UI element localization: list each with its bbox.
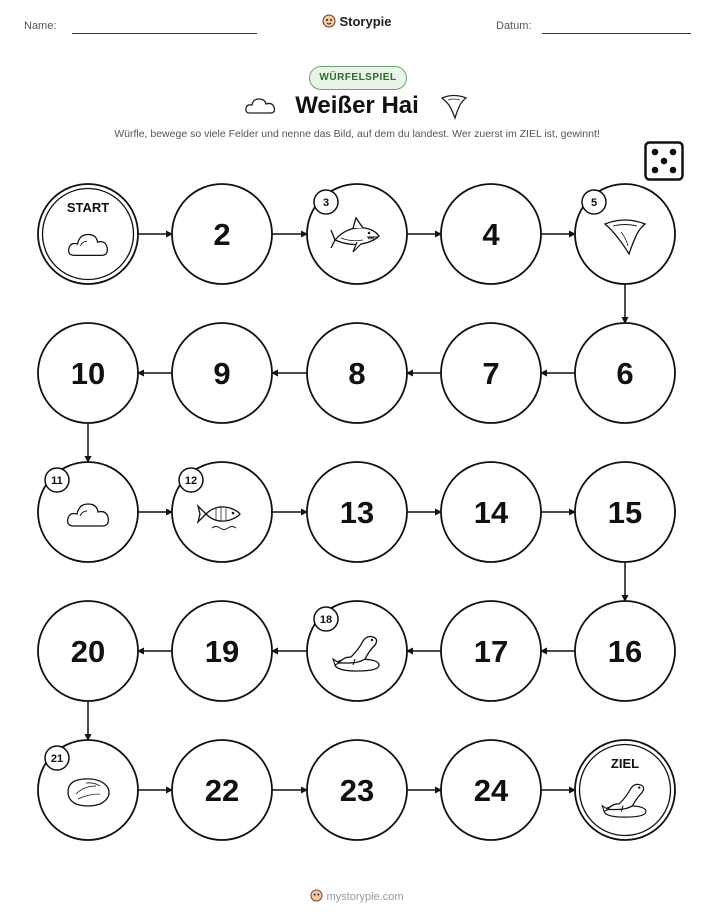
space-number: 20	[70, 634, 106, 669]
board-space[interactable]	[441, 184, 541, 284]
space-label: ZIEL	[610, 756, 640, 771]
space-label: START	[66, 200, 110, 215]
board-space[interactable]	[307, 740, 407, 840]
space-number: 13	[339, 495, 375, 530]
finish-space[interactable]	[575, 740, 675, 840]
board-space[interactable]	[575, 601, 675, 701]
board-space[interactable]	[307, 184, 407, 284]
space-number: 4	[482, 217, 500, 252]
space-number: 8	[348, 356, 366, 391]
board-space[interactable]	[172, 601, 272, 701]
board-space[interactable]	[38, 323, 138, 423]
space-number: 9	[213, 356, 231, 391]
board-space[interactable]	[441, 462, 541, 562]
space-number: 11	[51, 475, 63, 487]
board-space[interactable]	[38, 601, 138, 701]
brand-name: Storypie	[339, 14, 392, 29]
space-number: 19	[204, 634, 240, 669]
board-space[interactable]	[172, 740, 272, 840]
space-number: 2	[213, 217, 231, 252]
space-number: 12	[184, 475, 198, 487]
board-space[interactable]	[441, 601, 541, 701]
board-spaces	[38, 184, 675, 840]
board-space[interactable]	[307, 601, 407, 701]
board-space[interactable]	[307, 462, 407, 562]
space-number: 24	[473, 773, 509, 808]
space-number: 23	[339, 773, 375, 808]
space-number: 16	[607, 634, 643, 669]
name-label: Name:	[24, 20, 57, 32]
space-number: 7	[482, 356, 500, 391]
storypie-logo-icon	[310, 889, 323, 902]
board-space[interactable]	[172, 184, 272, 284]
space-number: 18	[319, 614, 333, 626]
instructions: Würfle, bewege so viele Felder und nenne das Bild, auf dem du landest. Wer zuerst im ZIEL ist, gewinnt!	[114, 128, 600, 140]
space-number: 15	[607, 495, 643, 530]
board-space[interactable]	[441, 323, 541, 423]
space-number: 10	[70, 356, 106, 391]
space-number: 3	[322, 197, 330, 209]
space-number: 22	[204, 773, 240, 808]
date-label: Datum:	[496, 20, 532, 32]
board-space[interactable]	[575, 323, 675, 423]
space-number: 5	[590, 197, 598, 209]
board-space[interactable]	[575, 184, 675, 284]
board-space[interactable]	[441, 740, 541, 840]
meat-icon	[68, 779, 109, 806]
board-space[interactable]	[172, 323, 272, 423]
footer	[0, 889, 714, 903]
space-number: 17	[473, 634, 509, 669]
start-space[interactable]	[38, 184, 138, 284]
space-number: 21	[50, 753, 64, 765]
board-space[interactable]	[575, 462, 675, 562]
space-number: 14	[473, 495, 509, 530]
board-space[interactable]	[172, 462, 272, 562]
board-space[interactable]	[38, 740, 138, 840]
footer-url[interactable]: mystorypie.com	[326, 891, 404, 903]
board-space[interactable]	[307, 323, 407, 423]
board-space[interactable]	[38, 462, 138, 562]
space-number: 6	[616, 356, 634, 391]
game-type-badge: WÜRFELSPIEL	[309, 66, 407, 90]
page-title: Weißer Hai	[295, 92, 419, 119]
